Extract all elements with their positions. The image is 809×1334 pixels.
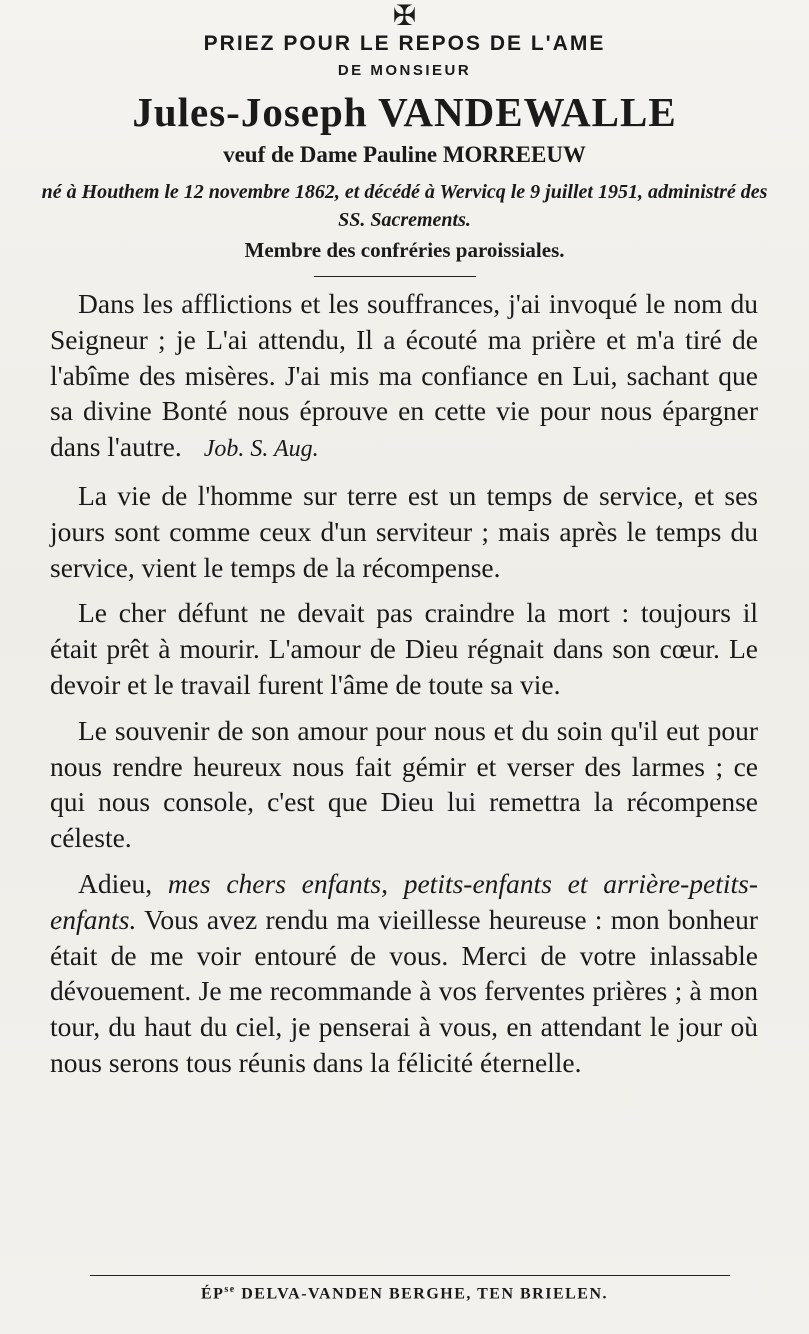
paragraph-4: Le souvenir de son amour pour nous et du soin qu'il eut pour nous rendre heureux nous fait gémir et verser des larmes ; ce qui nous console, c'est que Dieu lui remettra la récompense céleste.	[50, 714, 758, 854]
prayer-subheading: DE MONSIEUR	[337, 62, 472, 79]
scripture-reference: Job. S. Aug.	[203, 436, 319, 463]
paragraph-3: Le cher défunt ne devait pas craindre la mort : toujours il était prêt à mourir. L'amour de Dieu régnait dans son cœur. Le devoir et le travail furent l'âme de toute sa vie.	[50, 597, 758, 700]
memorial-text	[50, 286, 758, 1081]
widow-of-line: veuf de Dame Pauline MORREEUW	[223, 142, 586, 167]
paragraph-2: La vie de l'homme sur terre est un temps de service, et ses jours sont comme ceux d'un serviteur ; mais après le temps du service, vient le temps de la récompense.	[50, 479, 758, 583]
cross-icon: ✠	[392, 0, 417, 32]
divider-top	[314, 276, 476, 277]
paragraph-5-italic: mes chers enfants, petits-enfants et arrière-petits-enfants.	[50, 867, 759, 935]
printer-superscript: se	[224, 1284, 236, 1295]
printer-name: DELVA-VANDEN BERGHE, TEN BRIELEN.	[241, 1285, 609, 1303]
paragraph-5-end: Vous avez rendu ma vieillesse heureuse : mon bonheur était de me voir entouré de vous. Merci de votre inlassable dévouement. Je me recommande à vos ferventes prières ; à mon tour, du haut du ciel, je penserai à vous, en attendant le jour où nous serons tous réunis dans la félicité éternelle.	[50, 903, 758, 1078]
paragraph-1	[50, 286, 758, 468]
divider-bottom	[90, 1275, 730, 1276]
prayer-heading: PRIEZ POUR LE REPOS DE L'AME	[203, 32, 606, 55]
paragraph-1-text: Dans les afflictions et les souffrances, j'ai invoqué le nom du Seigneur ; je L'ai attendu, Il a écouté ma prière et m'a tiré de l'abîme des misères. J'ai mis ma confiance en Lui, sachant que sa divine Bonté nous éprouve en cette vie pour nous épargner dans l'autre.	[50, 288, 758, 463]
membership-line: Membre des confréries paroissiales.	[244, 238, 565, 262]
deceased-name: Jules-Joseph VANDEWALLE	[132, 89, 677, 135]
paragraph-5	[50, 866, 758, 1081]
birth-death-details: né à Houthem le 12 novembre 1862, et décédé à Wervicq le 9 juillet 1951, administré des SS. Sacrements.	[41, 181, 768, 231]
printer-credit	[0, 1284, 809, 1303]
paragraph-5-start: Adieu,	[78, 867, 153, 899]
printer-prefix: ÉP	[200, 1285, 225, 1303]
